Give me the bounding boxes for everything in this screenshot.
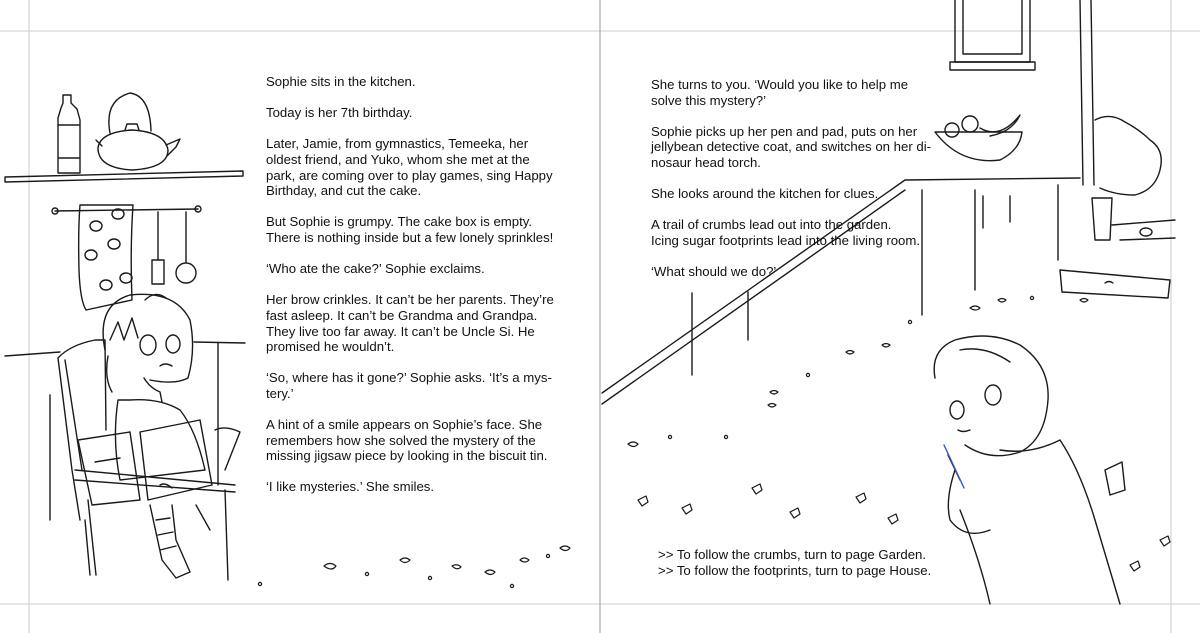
paragraph: But Sophie is grumpy. The cake box is empty. There is nothing inside but a few lonely sprinkles! — [266, 214, 554, 245]
right-page-text — [651, 77, 951, 295]
story-choices — [658, 547, 958, 578]
paragraph: ‘Who ate the cake?’ Sophie exclaims. — [266, 261, 485, 277]
garden-plant-icon — [1060, 116, 1175, 298]
crumb-and-footprint-trail — [628, 296, 1170, 571]
left-page-text — [266, 74, 566, 511]
crumb-trail-left — [258, 546, 570, 588]
paragraph: She turns to you. ‘Would you like to help me solve this mystery?’ — [651, 77, 909, 108]
paragraph: Today is her 7th birthday. — [266, 105, 413, 121]
chair-icon — [58, 340, 240, 580]
paragraph: ‘What should we do?’ — [651, 264, 777, 280]
window-icon — [950, 0, 1094, 185]
sophie-sitting-icon — [78, 294, 212, 578]
utensil-rail-icon — [52, 205, 201, 310]
paragraph: A hint of a smile appears on Sophie’s face. She remembers how she solved the mystery of the missing jigsaw piece by looking in the biscuit tin. — [266, 417, 548, 464]
paragraph: Sophie sits in the kitchen. — [266, 74, 416, 89]
paragraph: Sophie picks up her pen and pad, puts on her jellybean detective coat, and switches on her di- nosaur head torch. — [651, 123, 932, 170]
kitchen-shelf-icon — [5, 93, 243, 182]
sophie-detective-icon — [934, 336, 1125, 604]
paragraph: ‘So, where has it gone?’ Sophie asks. ‘It’s a mys- tery.’ — [266, 370, 552, 401]
choice-garden: >> To follow the crumbs, turn to page Garden. — [658, 547, 927, 562]
paragraph: ‘I like mysteries.’ She smiles. — [266, 479, 435, 495]
paragraph: Later, Jamie, from gymnastics, Temeeka, her oldest friend, and Yuko, whom she met at the park, are coming over to play games, sing Happy Birthday, and cut the cake. — [266, 136, 553, 199]
paragraph: A trail of crumbs lead out into the garden. Icing sugar footprints lead into the living room. — [651, 217, 921, 248]
wall-counter-icon — [5, 342, 245, 520]
paragraph: Her brow crinkles. It can’t be her parents. They’re fast asleep. It can’t be Grandma and Grandpa. They live too far away. It can’t be Uncle Si. He promised he wouldn’t. — [266, 292, 554, 355]
choice-house: >> To follow the footprints, turn to page House. — [658, 562, 932, 578]
paragraph: She looks around the kitchen for clues. — [651, 186, 879, 202]
